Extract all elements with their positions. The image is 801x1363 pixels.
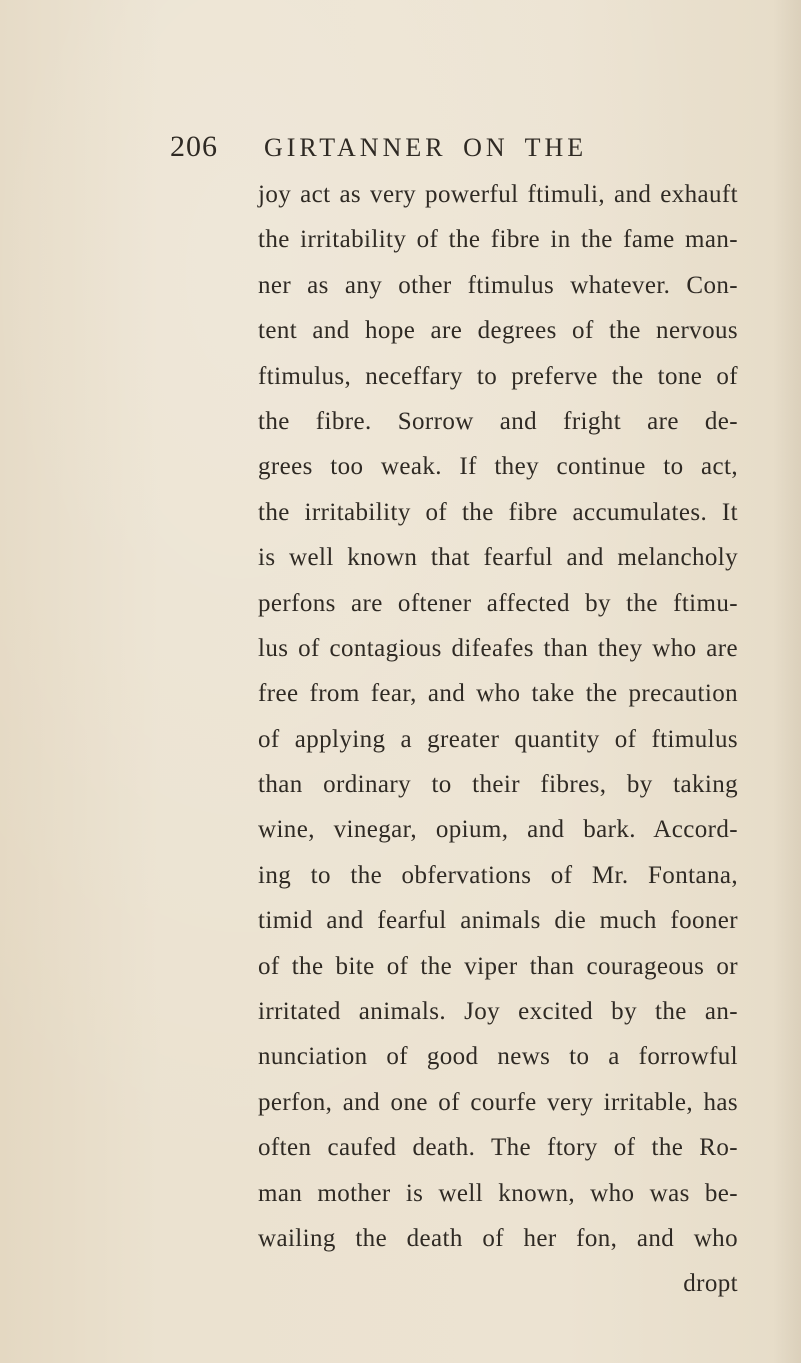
text-line: perfons are oftener affected by the ftimu- <box>258 589 738 617</box>
text-line: nunciation of good news to a forrowful <box>258 1043 738 1071</box>
text-line: the fibre. Sorrow and fright are de- <box>258 407 738 435</box>
text-line: irritated animals. Joy excited by the an- <box>258 998 738 1026</box>
text-line: free from fear, and who take the precaution <box>258 680 738 708</box>
text-line: tent and hope are degrees of the nervous <box>258 317 738 345</box>
catchword: dropt <box>683 1270 738 1298</box>
text-line: perfon, and one of courfe very irritable, has <box>258 1088 738 1116</box>
page-header <box>170 130 760 170</box>
text-line: is well known that fearful and melancholy <box>258 544 738 572</box>
page-number: 206 <box>170 130 218 163</box>
text-line: wine, vinegar, opium, and bark. Accord- <box>258 816 738 844</box>
text-line: ner as any other ftimulus whatever. Con- <box>258 271 738 299</box>
text-line: ing to the obfervations of Mr. Fontana, <box>258 861 738 889</box>
text-line: wailing the death of her fon, and who <box>258 1224 738 1252</box>
text-line: the irritability of the fibre in the fame man- <box>258 226 738 254</box>
running-head: GIRTANNER ON THE <box>264 133 588 162</box>
text-line: man mother is well known, who was be- <box>258 1179 738 1207</box>
text-line: the irritability of the fibre accumulates. It <box>258 498 738 526</box>
text-line: joy act as very powerful ftimuli, and exhauft <box>258 181 738 208</box>
text-line: often caufed death. The ftory of the Ro- <box>258 1134 738 1162</box>
body-text <box>258 172 738 1307</box>
text-line: than ordinary to their fibres, by taking <box>258 771 738 799</box>
text-line: ftimulus, neceffary to preferve the tone of <box>258 362 738 390</box>
text-line: timid and fearful animals die much fooner <box>258 907 738 935</box>
text-line: grees too weak. If they continue to act, <box>258 453 738 481</box>
text-line: of the bite of the viper than courageous or <box>258 952 738 980</box>
text-line: lus of contagious difeafes than they who are <box>258 634 738 662</box>
text-line: of applying a greater quantity of ftimulus <box>258 725 738 753</box>
